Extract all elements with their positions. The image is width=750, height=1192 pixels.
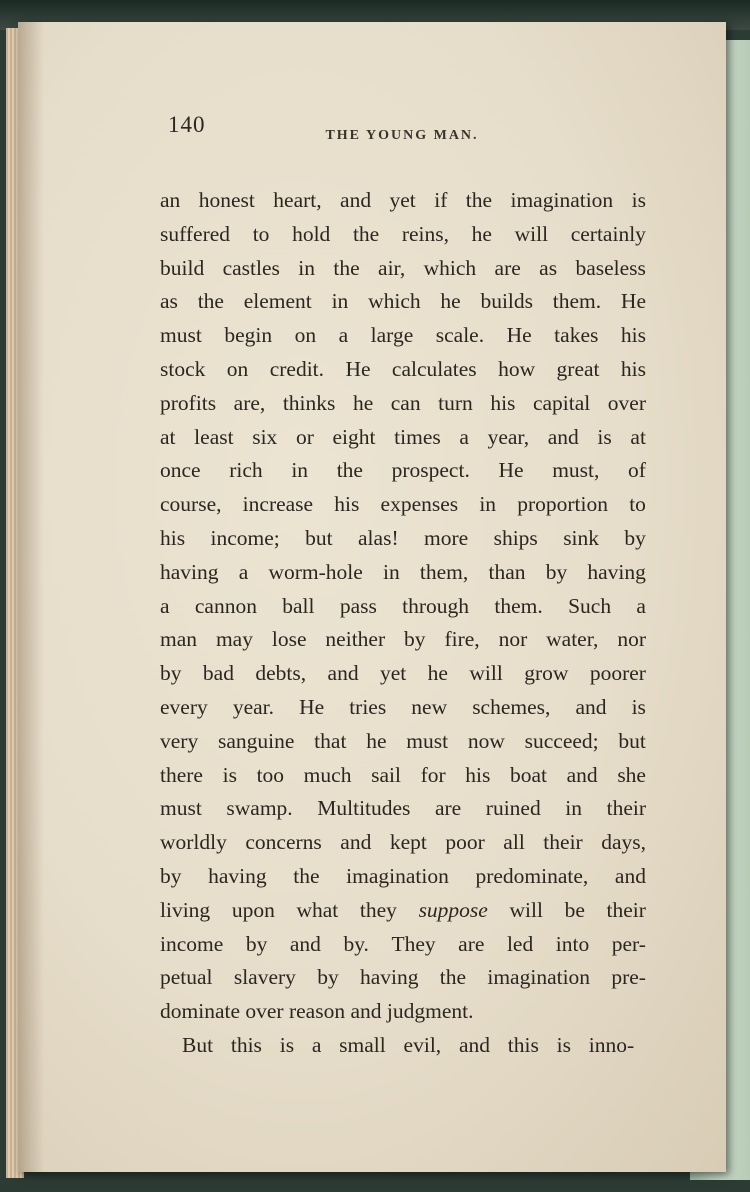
- page-number: 140: [168, 112, 206, 137]
- text-line: income by and by. They are led into per-: [160, 931, 646, 956]
- text-line: having a worm-hole in them, than by having: [160, 559, 646, 584]
- text-line: very sanguine that he must now succeed; but: [160, 728, 646, 753]
- text-line: an honest heart, and yet if the imagination is: [160, 188, 646, 212]
- text-line: living upon what they suppose will be their: [160, 897, 646, 922]
- text-line: dominate over reason and judgment.: [160, 999, 474, 1024]
- text-line: course, increase his expenses in proportion to: [160, 492, 646, 517]
- text-line: by having the imagination predominate, and: [160, 863, 646, 888]
- text-line: his income; but alas! more ships sink by: [160, 525, 646, 550]
- text-line: must swamp. Multitudes are ruined in their: [160, 796, 646, 821]
- text-line: profits are, thinks he can turn his capital over: [160, 390, 646, 415]
- running-head: THE YOUNG MAN.: [325, 128, 479, 143]
- gutter-shadow: [18, 22, 44, 1172]
- body-text: [160, 184, 646, 1063]
- text-line: worldly concerns and kept poor all their days,: [160, 830, 646, 855]
- text-line: every year. He tries new schemes, and is: [160, 694, 646, 719]
- book-page: [18, 22, 726, 1172]
- text-line: there is too much sail for his boat and she: [160, 762, 646, 787]
- text-line: petual slavery by having the imagination pre-: [160, 965, 646, 990]
- text-line: build castles in the air, which are as baseless: [160, 255, 646, 280]
- text-line: man may lose neither by fire, nor water, nor: [160, 627, 646, 652]
- text-line: But this is a small evil, and this is inno-: [182, 1032, 635, 1057]
- text-line: a cannon ball pass through them. Such a: [160, 593, 646, 618]
- text-line: once rich in the prospect. He must, of: [160, 458, 646, 483]
- text-line: at least six or eight times a year, and is at: [160, 424, 646, 449]
- text-line: by bad debts, and yet he will grow poorer: [160, 661, 646, 686]
- text-line: suffered to hold the reins, he will certainly: [160, 221, 646, 246]
- text-line: must begin on a large scale. He takes his: [160, 323, 646, 348]
- text-line: as the element in which he builds them. He: [160, 289, 646, 314]
- text-line: stock on credit. He calculates how great his: [160, 356, 646, 381]
